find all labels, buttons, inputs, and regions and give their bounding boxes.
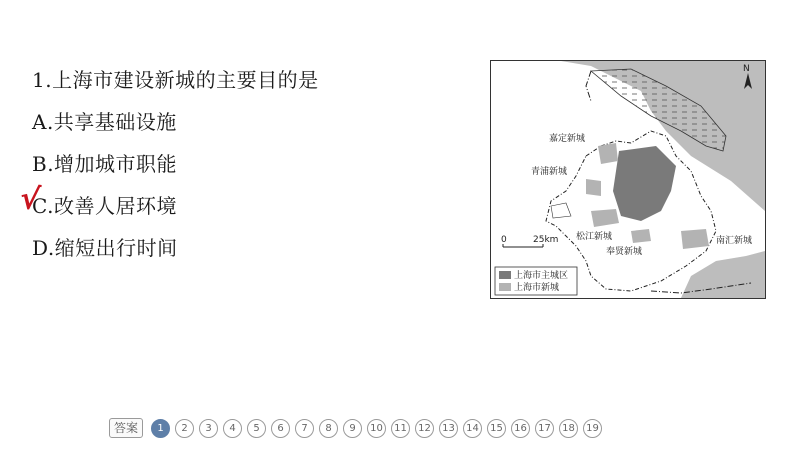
label-songjiang: 松江新城 (576, 232, 613, 242)
page-button-7[interactable]: 7 (295, 419, 314, 438)
legend-label-new: 上海市新城 (514, 283, 560, 293)
label-nanhui: 南汇新城 (716, 236, 753, 246)
shanghai-map (490, 60, 766, 299)
page-button-12[interactable]: 12 (415, 419, 434, 438)
option-a[interactable] (32, 112, 319, 132)
boundary-line (586, 71, 591, 101)
jiading-new-town (598, 143, 618, 164)
page-button-6[interactable]: 6 (271, 419, 290, 438)
check-mark-icon: √ (18, 181, 43, 218)
answer-button[interactable]: 答案 (109, 418, 143, 438)
question-block (18, 68, 319, 280)
page-button-15[interactable]: 15 (487, 419, 506, 438)
page-button-3[interactable]: 3 (199, 419, 218, 438)
label-fengxian: 奉贤新城 (606, 247, 643, 257)
north-label: N (743, 64, 750, 74)
label-jiading: 嘉定新城 (549, 134, 586, 144)
question-title: 1.上海市建设新城的主要目的是 (32, 68, 319, 92)
page-button-11[interactable]: 11 (391, 419, 410, 438)
page-button-14[interactable]: 14 (463, 419, 482, 438)
page-button-4[interactable]: 4 (223, 419, 242, 438)
option-c[interactable] (18, 181, 319, 218)
option-b[interactable] (32, 154, 319, 174)
legend-swatch-main (499, 271, 511, 279)
option-d-text: D.缩短出行时间 (32, 236, 178, 260)
page-button-8[interactable]: 8 (319, 419, 338, 438)
option-d[interactable] (32, 238, 319, 258)
page-button-10[interactable]: 10 (367, 419, 386, 438)
page-button-5[interactable]: 5 (247, 419, 266, 438)
map-svg (491, 61, 765, 298)
qingpu-new-town (586, 179, 601, 196)
page-button-1[interactable]: 1 (151, 419, 170, 438)
label-qingpu: 青浦新城 (531, 167, 568, 177)
fengxian-new-town (631, 229, 651, 243)
page-button-19[interactable]: 19 (583, 419, 602, 438)
page-button-13[interactable]: 13 (439, 419, 458, 438)
page-button-17[interactable]: 17 (535, 419, 554, 438)
page-button-2[interactable]: 2 (175, 419, 194, 438)
page-button-18[interactable]: 18 (559, 419, 578, 438)
scale-distance: 25km (533, 235, 559, 245)
page-button-9[interactable]: 9 (343, 419, 362, 438)
option-b-text: B.增加城市职能 (32, 152, 178, 176)
question-nav (109, 418, 602, 438)
page-button-16[interactable]: 16 (511, 419, 530, 438)
nanhui-new-town (681, 229, 709, 249)
page-buttons (151, 419, 602, 438)
scale-zero: 0 (501, 235, 507, 245)
legend-swatch-new (499, 283, 511, 291)
option-a-text: A.共享基础设施 (32, 110, 177, 134)
option-c-text: C.改善人居环境 (32, 194, 177, 218)
legend-label-main: 上海市主城区 (514, 271, 569, 281)
